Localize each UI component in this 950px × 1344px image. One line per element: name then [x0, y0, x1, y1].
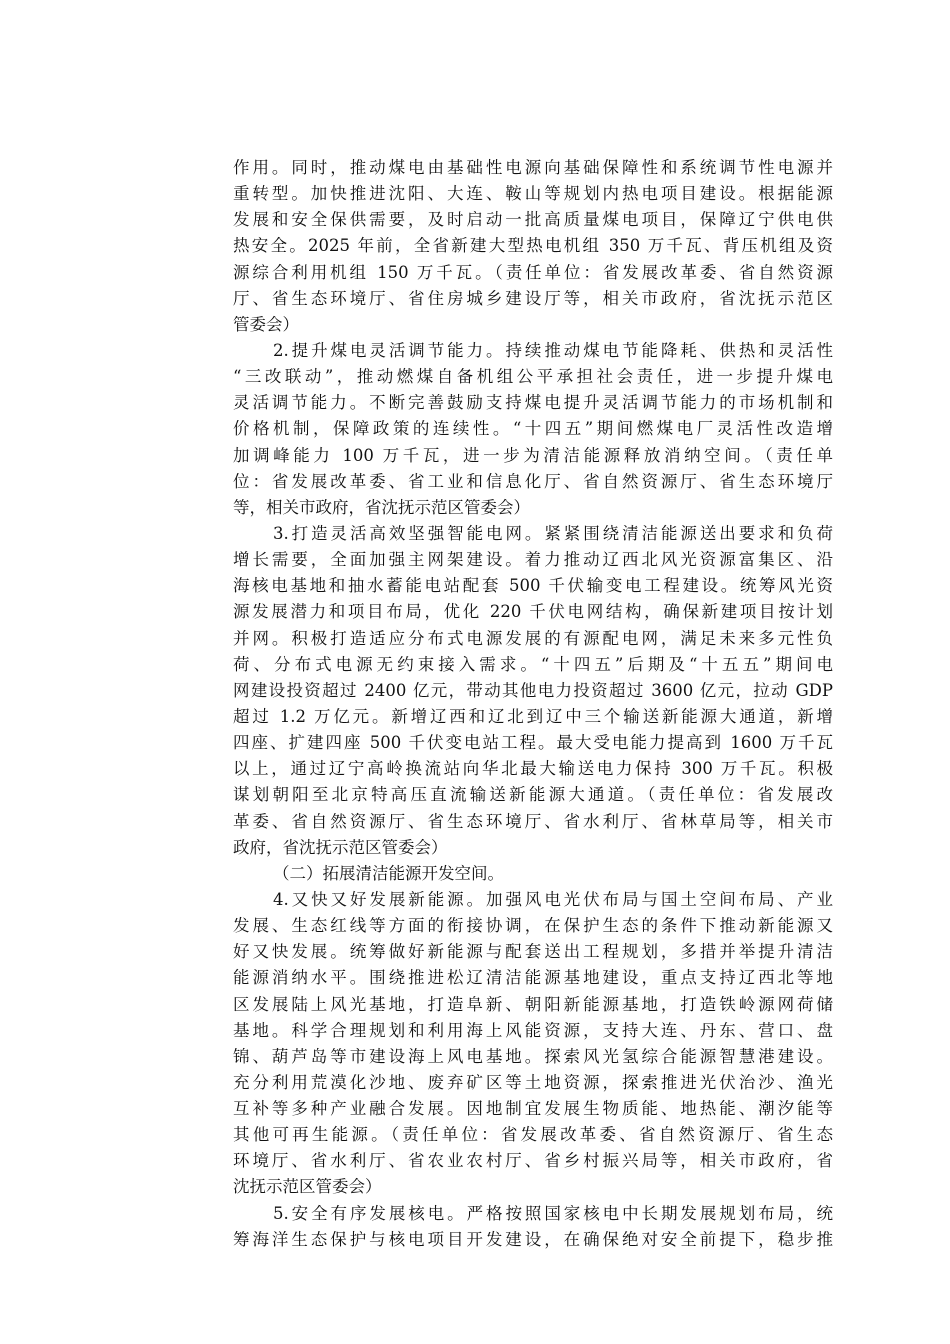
text-line: 区发展陆上风光基地，打造阜新、朝阳新能源基地，打造铁岭源网荷储 — [233, 994, 833, 1014]
text-line: 并网。积极打造适应分布式电源发展的有源配电网，满足未来多元性负 — [233, 628, 833, 648]
text-line: 充分利用荒漠化沙地、废弃矿区等土地资源，探索推进光伏治沙、渔光 — [233, 1072, 833, 1092]
text-line: 管委会） — [233, 314, 299, 334]
text-line: 基地。科学合理规划和利用海上风能资源，支持大连、丹东、营口、盘 — [233, 1020, 833, 1040]
text-line: 四座、扩建四座 500 千伏变电站工程。最大受电能力提高到 1600 万千瓦 — [233, 733, 833, 753]
text-line: 荷、分布式电源无约束接入需求。“十四五”后期及“十五五”期间电 — [233, 654, 833, 674]
text-line: 其他可再生能源。（责任单位：省发展改革委、省自然资源厅、省生态 — [233, 1125, 833, 1145]
paragraph-item-3-smart-grid — [233, 521, 833, 861]
text-line: 位：省发展改革委、省工业和信息化厅、省自然资源厅、省生态环境厅 — [233, 471, 833, 491]
text-line: 源发展潜力和项目布局，优化 220 千伏电网结构，确保新建项目按计划 — [233, 602, 833, 622]
text-line: 发展、生态红线等方面的衔接协调，在保护生态的条件下推动新能源又 — [233, 916, 833, 936]
text-line: 锦、葫芦岛等市建设海上风电基地。探索风光氢综合能源智慧港建设。 — [233, 1046, 833, 1066]
text-line: 热安全。2025 年前，全省新建大型热电机组 350 万千瓦、背压机组及资 — [233, 236, 833, 256]
text-line: 价格机制，保障政策的连续性。“十四五”期间燃煤电厂灵活性改造增 — [233, 419, 833, 439]
text-line: 以上，通过辽宁高岭换流站向华北最大输送电力保持 300 万千瓦。积极 — [233, 759, 833, 779]
text-line: 5.安全有序发展核电。严格按照国家核电中长期发展规划布局，统 — [273, 1203, 833, 1223]
text-line: 3.打造灵活高效坚强智能电网。紧紧围绕清洁能源送出要求和负荷 — [273, 523, 833, 543]
document-page — [233, 155, 833, 1253]
text-line: 2.提升煤电灵活调节能力。持续推动煤电节能降耗、供热和灵活性 — [273, 340, 833, 360]
text-line: 政府，省沈抚示范区管委会） — [233, 837, 448, 857]
text-line: “三改联动”，推动燃煤自备机组公平承担社会责任，进一步提升煤电 — [233, 367, 833, 387]
text-line: 超过 1.2 万亿元。新增辽西和辽北到辽中三个输送新能源大通道，新增 — [233, 706, 833, 726]
text-line: 增长需要，全面加强主网架建设。着力推动辽西北风光资源富集区、沿 — [233, 550, 833, 570]
text-line: 能源消纳水平。围绕推进松辽清洁能源基地建设，重点支持辽西北等地 — [233, 968, 833, 988]
text-line: 4.又快又好发展新能源。加强风电光伏布局与国土空间布局、产业 — [273, 889, 833, 909]
text-line: 互补等多种产业融合发展。因地制宜发展生物质能、地热能、潮汐能等 — [233, 1099, 833, 1119]
text-line: 革委、省自然资源厅、省生态环境厅、省水利厅、省林草局等，相关市 — [233, 811, 833, 831]
text-line: 好又快发展。统筹做好新能源与配套送出工程规划，多措并举提升清洁 — [233, 942, 833, 962]
section-heading-text: （二）拓展清洁能源开发空间。 — [273, 863, 504, 883]
text-line: 发展和安全保供需要，及时启动一批高质量煤电项目，保障辽宁供电供 — [233, 210, 833, 230]
paragraph-item-5-nuclear — [233, 1201, 833, 1253]
text-line: 重转型。加快推进沈阳、大连、鞍山等规划内热电项目建设。根据能源 — [233, 184, 833, 204]
text-line: 谋划朝阳至北京特高压直流输送新能源大通道。（责任单位：省发展改 — [233, 785, 833, 805]
paragraph-coal-power-transformation — [233, 155, 833, 338]
text-line: 等，相关市政府，省沈抚示范区管委会） — [233, 497, 530, 517]
text-line: 厅、省生态环境厅、省住房城乡建设厅等，相关市政府，省沈抚示范区 — [233, 288, 833, 308]
paragraph-item-4-new-energy — [233, 887, 833, 1201]
text-line: 作用。同时，推动煤电由基础性电源向基础保障性和系统调节性电源并 — [233, 158, 833, 177]
section-heading-clean-energy — [233, 861, 833, 887]
paragraph-item-2-flexibility — [233, 338, 833, 521]
text-line: 源综合利用机组 150 万千瓦。（责任单位：省发展改革委、省自然资源 — [233, 262, 833, 282]
text-line: 沈抚示范区管委会） — [233, 1177, 382, 1197]
text-line: 环境厅、省水利厅、省农业农村厅、省乡村振兴局等，相关市政府，省 — [233, 1151, 833, 1171]
text-line: 筹海洋生态保护与核电项目开发建设，在确保绝对安全前提下，稳步推 — [233, 1229, 833, 1249]
text-line: 海核电基地和抽水蓄能电站配套 500 千伏输变电工程建设。统筹风光资 — [233, 576, 833, 596]
text-line: 加调峰能力 100 万千瓦，进一步为清洁能源释放消纳空间。（责任单 — [233, 445, 833, 465]
text-line: 网建设投资超过 2400 亿元，带动其他电力投资超过 3600 亿元，拉动 GDP — [233, 680, 833, 700]
text-line: 灵活调节能力。不断完善鼓励支持煤电提升灵活调节能力的市场机制和 — [233, 393, 833, 413]
